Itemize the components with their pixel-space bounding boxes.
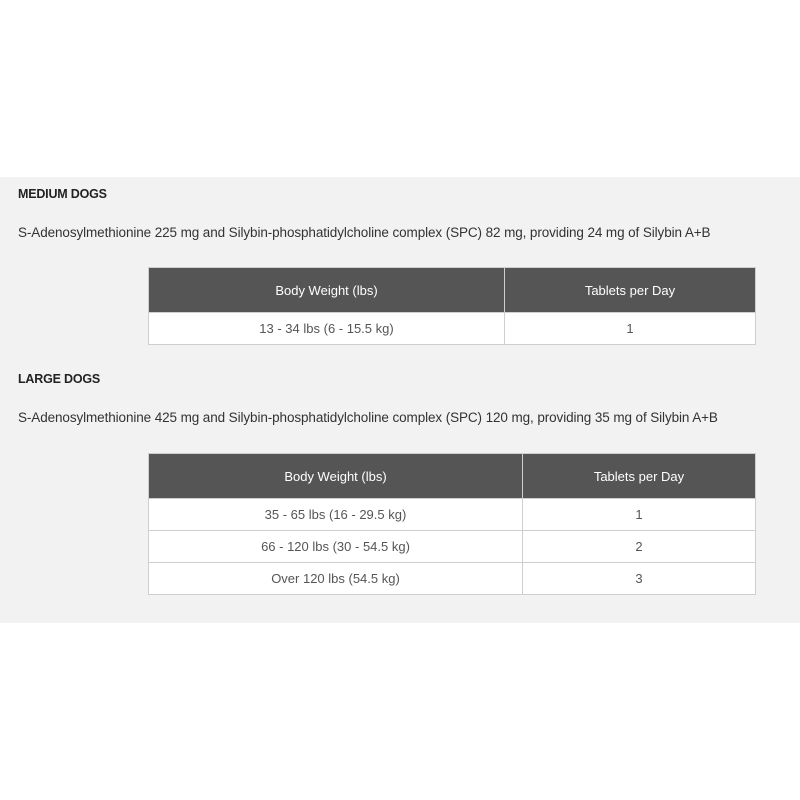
table-row: [149, 499, 756, 531]
table-header-row: [149, 268, 756, 313]
table-row: [149, 313, 756, 345]
body-weight-cell: 66 - 120 lbs (30 - 54.5 kg): [149, 531, 523, 563]
column-header-body-weight: Body Weight (lbs): [149, 268, 505, 313]
table-row: [149, 563, 756, 595]
tablets-per-day-cell: 1: [505, 313, 756, 345]
dosage-table-large-dogs: [148, 453, 756, 595]
body-weight-cell: 13 - 34 lbs (6 - 15.5 kg): [149, 313, 505, 345]
section-heading-large-dogs: LARGE DOGS: [18, 372, 101, 386]
body-weight-cell: 35 - 65 lbs (16 - 29.5 kg): [149, 499, 523, 531]
column-header-tablets-per-day: Tablets per Day: [523, 454, 756, 499]
section-heading-medium-dogs: MEDIUM DOGS: [18, 187, 107, 201]
column-header-body-weight: Body Weight (lbs): [149, 454, 523, 499]
table-header-row: [149, 454, 756, 499]
tablets-per-day-cell: 3: [523, 563, 756, 595]
section-description-large-dogs: S-Adenosylmethionine 425 mg and Silybin-phosphatidylcholine complex (SPC) 120 mg, providing 35 mg of Silybin A+B: [18, 410, 718, 425]
section-description-medium-dogs: S-Adenosylmethionine 225 mg and Silybin-phosphatidylcholine complex (SPC) 82 mg, providing 24 mg of Silybin A+B: [18, 225, 711, 240]
table-row: [149, 531, 756, 563]
dosage-table-medium-dogs: [148, 267, 756, 345]
tablets-per-day-cell: 2: [523, 531, 756, 563]
body-weight-cell: Over 120 lbs (54.5 kg): [149, 563, 523, 595]
tablets-per-day-cell: 1: [523, 499, 756, 531]
column-header-tablets-per-day: Tablets per Day: [505, 268, 756, 313]
